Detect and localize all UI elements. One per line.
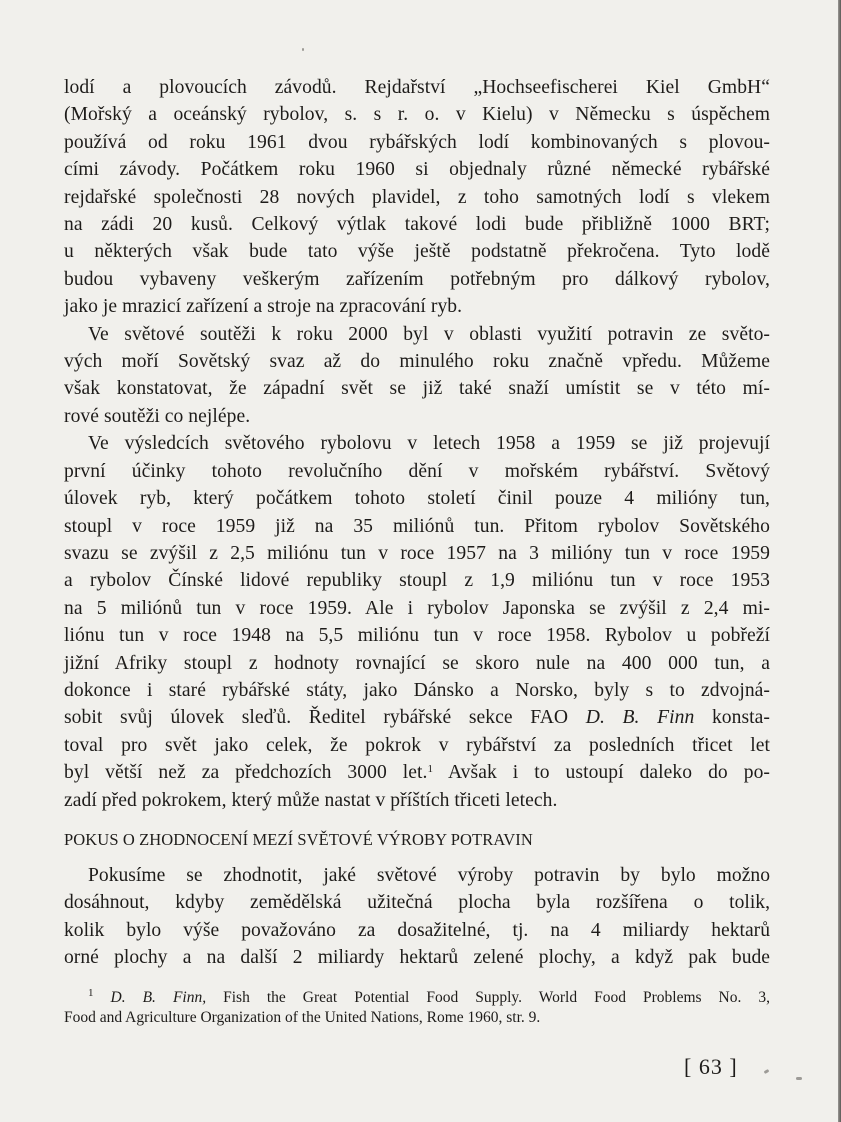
text-span: konsta-: [694, 707, 770, 729]
text-line: vých moří Sovětský svaz až do minulého roku značně vpředu. Můžeme: [64, 351, 770, 373]
text-line: Pokusíme se zhodnotit, jaké světové výroby potravin by bylo možno: [88, 865, 770, 886]
text-line: dokonce i staré rybářské státy, jako Dánsko a Norsko, byly s to zdvojná-: [64, 679, 770, 701]
text-line: zadí před pokrokem, který může nastat v příštích třiceti letech.: [64, 789, 558, 811]
paper-speck: [302, 48, 304, 51]
text-line: [64, 704, 770, 731]
text-line: toval pro svět jako celek, že pokrok v rybářství za posledních třicet let: [64, 734, 770, 756]
footnote-line: Food and Agriculture Organization of the United Nations, Rome 1960, str. 9.: [64, 1009, 541, 1026]
text-line: první účinky tohoto revolučního dění v mořském rybářství. Světový: [64, 460, 770, 482]
text-line: u některých však bude tato výše ještě podstatně překročena. Tyto lodě: [64, 241, 770, 263]
page-number: [ 63 ]: [684, 1054, 738, 1079]
text-line: a rybolov Čínské lidové republiky stoupl z 1,9 miliónu tun v roce 1953: [64, 570, 770, 592]
text-line: cími závody. Počátkem roku 1960 si objednaly různé německé rybářské: [64, 159, 770, 181]
footnote-marker: 1: [88, 987, 94, 999]
footnote: [64, 988, 770, 1028]
text-span: sobit svůj úlovek sleďů. Ředitel rybářské sekce FAO: [64, 707, 586, 729]
text-line: úlovek ryb, který počátkem tohoto století činil pouze 4 milióny tun,: [64, 488, 770, 510]
paragraph-2: [64, 321, 770, 431]
text-line: Ve výsledcích světového rybolovu v letech 1958 a 1959 se již projevují: [88, 433, 770, 455]
footnote-line: [64, 988, 770, 1008]
text-line: liónu tun v roce 1948 na 5,5 miliónu tun v roce 1958. Rybolov u pobřeží: [64, 625, 770, 647]
body-text: [64, 74, 770, 814]
footnote-author: D. B. Finn,: [110, 989, 207, 1006]
text-line: jižní Afriky stoupl z hodnoty rovnající se skoro nule na 400 000 tun, a: [64, 652, 770, 674]
author-name: D. B. Finn: [585, 707, 695, 729]
text-span: Avšak i to ustoupí daleko do po-: [433, 762, 771, 784]
text-line: svazu se zvýšil z 2,5 miliónu tun v roce 1957 na 3 milióny tun v roce 1959: [64, 542, 770, 564]
text-line: budou vybaveny veškerým zařízením potřebným pro dálkový rybolov,: [64, 268, 770, 290]
text-line: na zádi 20 kusů. Celkový výtlak takové lodi bude přibližně 1000 BRT;: [64, 214, 770, 236]
text-line: Ve světové soutěži k roku 2000 byl v oblasti využití potravin ze světo-: [88, 323, 770, 345]
text-line: (Mořský a oceánský rybolov, s. s r. o. v Kielu) v Německu s úspěchem: [64, 104, 770, 126]
text-line: však konstatovat, že západní svět se již také snaží umístit se v této mí-: [64, 378, 770, 400]
text-line: rejdařské společnosti 28 nových plavidel, z toho samotných lodí s vlekem: [64, 186, 770, 208]
paragraph-3: [64, 430, 770, 814]
text-line: jako je mrazicí zařízení a stroje na zpracování ryb.: [64, 296, 463, 318]
footnote-title: Fish the Great Potential Food Supply. World Food Problems No. 3,: [206, 989, 771, 1006]
text-line: orné plochy a na další 2 miliardy hektarů zelené plochy, a když pak bude: [64, 947, 770, 969]
section-heading: POKUS O ZHODNOCENÍ MEZÍ SVĚTOVÉ VÝROBY POTRAVIN: [64, 830, 533, 849]
text-line: kolik bylo výše považováno za dosažitelné, tj. na 4 miliardy hektarů: [64, 919, 770, 941]
text-line: lodí a plovoucích závodů. Rejdařství „Hochseefischerei Kiel GmbH“: [64, 77, 770, 98]
text-line: na 5 miliónů tun v roce 1959. Ale i rybolov Japonska se zvýšil z 2,4 mi-: [64, 597, 770, 619]
text-line: dosáhnout, kdyby zemědělská užitečná plocha byla rozšířena o tolik,: [64, 892, 770, 914]
paragraph-1: [64, 74, 770, 321]
text-line: [64, 759, 770, 786]
text-line: stoupl v roce 1959 již na 35 miliónů tun. Přitom rybolov Sovětského: [64, 515, 770, 537]
text-line: rové soutěži co nejlépe.: [64, 405, 251, 427]
paper-speck: [796, 1077, 802, 1080]
paper-speck: [764, 1069, 770, 1074]
text-line: používá od roku 1961 dvou rybářských lodí kombinovaných s plovou-: [64, 131, 770, 153]
text-span: byl větší než za předchozích 3000 let.: [64, 762, 428, 784]
paragraph-4: [64, 862, 770, 972]
footnote-reference[interactable]: 1: [427, 763, 434, 776]
